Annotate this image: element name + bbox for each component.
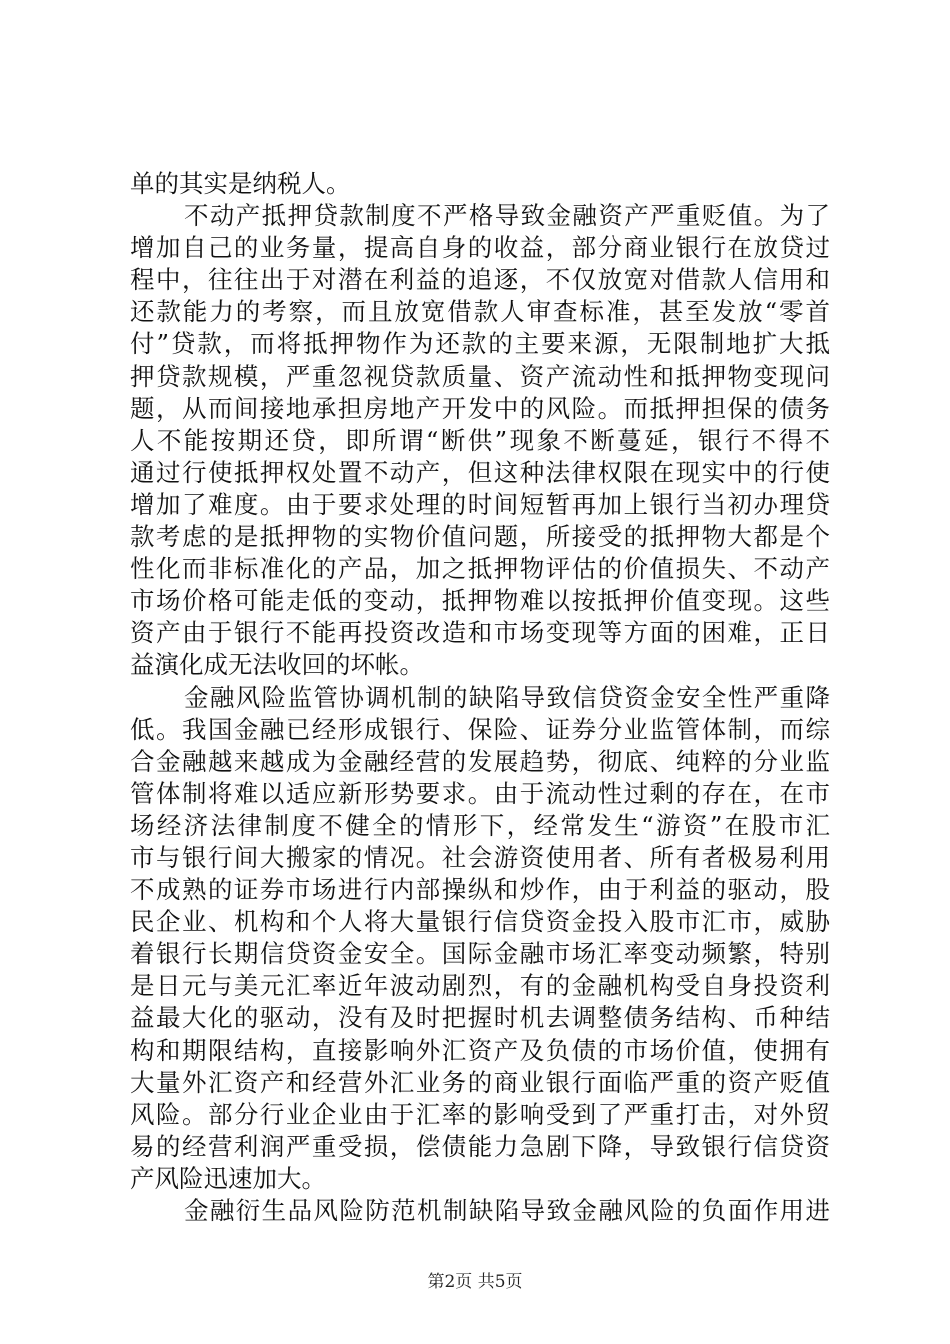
text-line: 大量外汇资产和经营外汇业务的商业银行面临严重的资产贬值	[130, 1067, 830, 1097]
text-line: 益演化成无法收回的坏帐。	[130, 650, 424, 680]
text-line: 程中，往往出于对潜在利益的追逐，不仅放宽对借款人信用和	[130, 265, 830, 295]
text-line: 合金融越来越成为金融经营的发展趋势，彻底、纯粹的分业监	[130, 746, 830, 776]
text-line: 构和期限结构，直接影响外汇资产及负债的市场价值，使拥有	[130, 1035, 830, 1065]
text-line: 低。我国金融已经形成银行、保险、证券分业监管体制，而综	[130, 714, 830, 744]
text-line: 通过行使抵押权处置不动产，但这种法律权限在现实中的行使	[130, 457, 830, 487]
paragraph-first-line: 金融风险监管协调机制的缺陷导致信贷资金安全性严重降	[184, 682, 830, 712]
text-line: 增加自己的业务量，提高自身的收益，部分商业银行在放贷过	[130, 233, 830, 263]
text-line: 资产由于银行不能再投资改造和市场变现等方面的困难，正日	[130, 618, 830, 648]
text-line: 市与银行间大搬家的情况。社会游资使用者、所有者极易利用	[130, 842, 830, 872]
paragraph-first-line: 不动产抵押贷款制度不严格导致金融资产严重贬值。为了	[184, 201, 830, 231]
text-line: 民企业、机构和个人将大量银行信贷资金投入股市汇市，威胁	[130, 907, 830, 937]
text-line: 易的经营利润严重受损，偿债能力急剧下降，导致银行信贷资	[130, 1131, 830, 1161]
paragraph-first-line: 金融衍生品风险防范机制缺陷导致金融风险的负面作用进	[184, 1196, 830, 1225]
text-line: 产风险迅速加大。	[130, 1163, 326, 1193]
text-line: 管体制将难以适应新形势要求。由于流动性过剩的存在，在市	[130, 778, 830, 808]
text-line: 增加了难度。由于要求处理的时间短暂再加上银行当初办理贷	[130, 489, 830, 519]
body-text	[130, 168, 830, 1227]
text-line: 还款能力的考察，而且放宽借款人审查标准，甚至发放“零首	[130, 297, 830, 327]
text-line: 性化而非标准化的产品，加之抵押物评估的价值损失、不动产	[130, 554, 830, 584]
text-line: 付”贷款，而将抵押物作为还款的主要来源，无限制地扩大抵	[130, 329, 830, 359]
text-line: 场经济法律制度不健全的情形下，经常发生“游资”在股市汇	[130, 810, 830, 840]
page-footer	[0, 1270, 950, 1294]
text-line: 市场价格可能走低的变动，抵押物难以按抵押价值变现。这些	[130, 586, 830, 616]
text-line: 押贷款规模，严重忽视贷款质量、资产流动性和抵押物变现问	[130, 361, 830, 391]
text-line: 题，从而间接地承担房地产开发中的风险。而抵押担保的债务	[130, 393, 830, 423]
text-line: 人不能按期还贷，即所谓“断供”现象不断蔓延，银行不得不	[130, 425, 830, 455]
text-line: 是日元与美元汇率近年波动剧烈，有的金融机构受自身投资利	[130, 971, 830, 1001]
text-line: 不成熟的证券市场进行内部操纵和炒作，由于利益的驱动，股	[130, 875, 830, 905]
page-number: 第2页 共5页	[427, 1272, 523, 1292]
text-line: 益最大化的驱动，没有及时把握时机去调整债务结构、币种结	[130, 1003, 830, 1033]
text-line: 款考虑的是抵押物的实物价值问题，所接受的抵押物大都是个	[130, 522, 830, 552]
text-line: 着银行长期信贷资金安全。国际金融市场汇率变动频繁，特别	[130, 939, 830, 969]
text-line: 单的其实是纳税人。	[130, 169, 351, 198]
text-line: 风险。部分行业企业由于汇率的影响受到了严重打击，对外贸	[130, 1099, 830, 1129]
